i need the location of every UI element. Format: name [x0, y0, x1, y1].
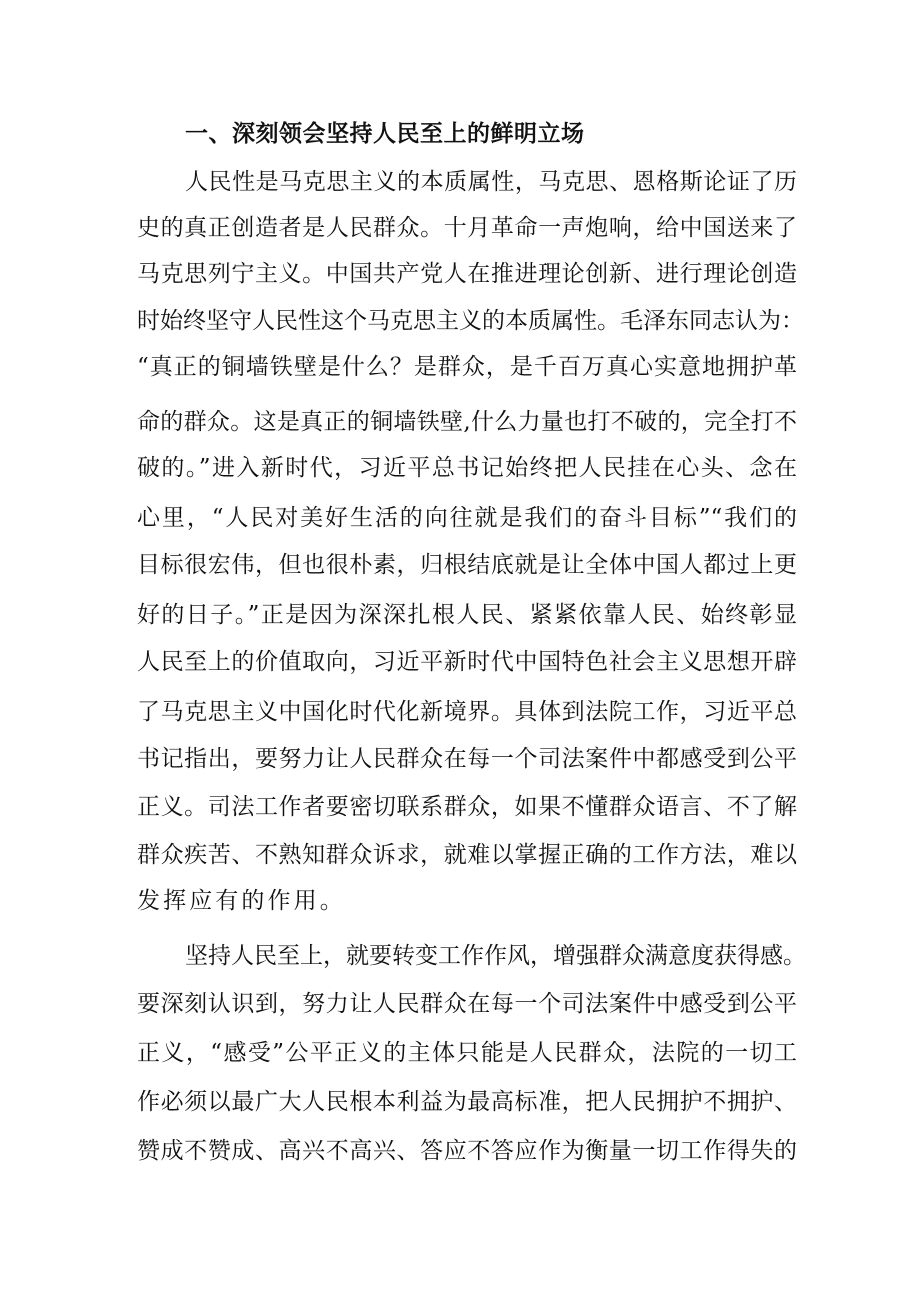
paragraph-line: 赞成不赞成、高兴不高兴、答应不答应作为衡量一切工作得失的: [137, 1138, 797, 1164]
paragraph-line: 正义。司法工作者要密切联系群众，如果不懂群众语言、不了解: [137, 794, 797, 820]
paragraph-line: 发挥应有的作用。: [137, 888, 346, 914]
paragraph-line: 命的群众。这是真正的铜墙铁壁,什么力量也打不破的，完全打不: [137, 409, 797, 435]
paragraph-line: 目标很宏伟，但也很朴素，归根结底就是让全体中国人都过上更: [137, 552, 797, 578]
paragraph-line: “真正的铜墙铁壁是什么？是群众，是千百万真心实意地拥护革: [137, 354, 797, 380]
paragraph-line: 人民至上的价值取向，习近平新时代中国特色社会主义思想开辟: [137, 649, 797, 675]
paragraph-line: 破的。”进入新时代，习近平总书记始终把人民挂在心头、念在: [137, 455, 797, 481]
paragraph-line: 人民性是马克思主义的本质属性，马克思、恩格斯论证了历: [185, 169, 797, 195]
section-heading: 一、深刻领会坚持人民至上的鲜明立场: [185, 121, 585, 147]
paragraph-line: 群众疾苦、不熟知群众诉求，就难以掌握正确的工作方法，难以: [137, 842, 797, 868]
paragraph-line: 正义，“感受”公平正义的主体只能是人民群众，法院的一切工: [137, 1040, 797, 1066]
paragraph-line: 心里，“人民对美好生活的向往就是我们的奋斗目标”“我们的: [137, 505, 797, 531]
paragraph-line: 史的真正创造者是人民群众。十月革命一声炮响，给中国送来了: [137, 215, 797, 241]
paragraph-line: 要深刻认识到，努力让人民群众在每一个司法案件中感受到公平: [137, 991, 797, 1017]
paragraph-line: 作必须以最广大人民根本利益为最高标准，把人民拥护不拥护、: [137, 1089, 797, 1115]
paragraph-line: 好的日子。”正是因为深深扎根人民、紧紧依靠人民、始终彰显: [137, 602, 797, 628]
paragraph-line: 时始终坚守人民性这个马克思主义的本质属性。毛泽东同志认为：: [137, 308, 804, 334]
paragraph-line: 坚持人民至上，就要转变工作作风，增强群众满意度获得感。: [185, 943, 806, 969]
paragraph-line: 马克思列宁主义。中国共产党人在推进理论创新、进行理论创造: [137, 261, 797, 287]
paragraph-line: 书记指出，要努力让人民群众在每一个司法案件中都感受到公平: [137, 746, 797, 772]
paragraph-line: 了马克思主义中国化时代化新境界。具体到法院工作，习近平总: [137, 699, 797, 725]
